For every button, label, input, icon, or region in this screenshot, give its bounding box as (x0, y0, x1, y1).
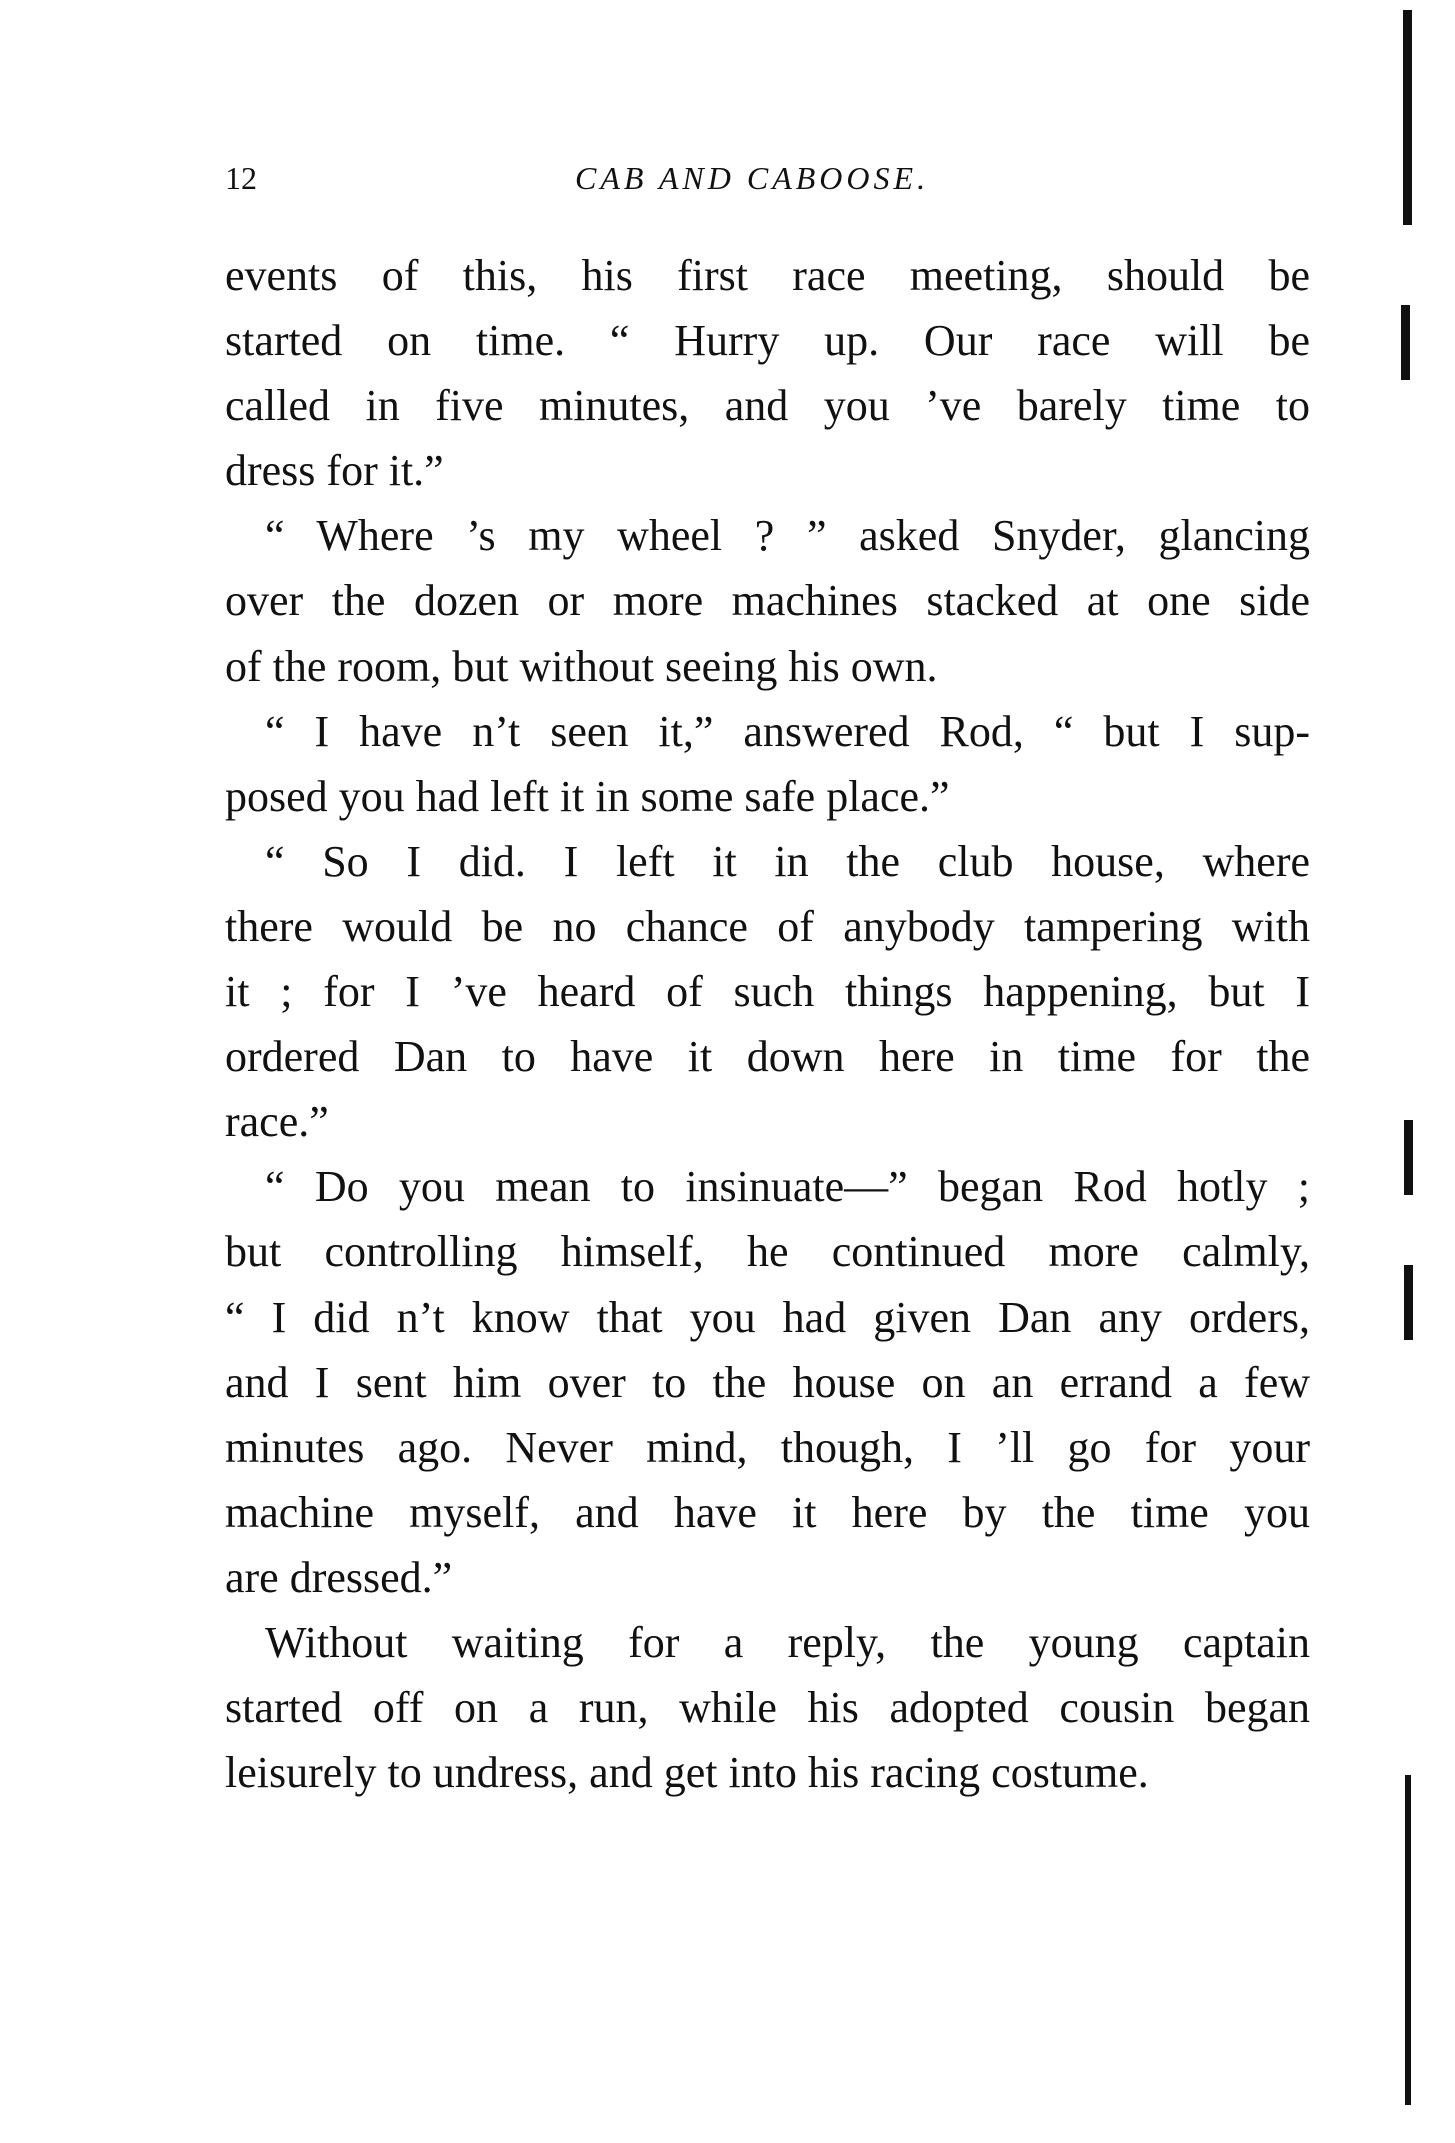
text-line: but controlling himself, he continued more calmly, (225, 1227, 1310, 1277)
scan-edge-mark (1404, 1120, 1413, 1195)
text-line: “ Where ’s my wheel ? ” asked Snyder, glancing (265, 511, 1310, 561)
text-line: machine myself, and have it here by the time you (225, 1487, 1310, 1537)
text-line: started on time. “ Hurry up. Our race will be (225, 316, 1310, 366)
page-body (225, 243, 1310, 1805)
text-line: over the dozen or more machines stacked at one side (225, 576, 1310, 626)
text-line: minutes ago. Never mind, though, I ’ll go for your (225, 1422, 1310, 1472)
scan-edge-mark (1405, 1775, 1411, 2105)
text-line: events of this, his first race meeting, should be (225, 251, 1310, 300)
running-title: CAB AND CABOOSE. (575, 160, 930, 196)
text-line: called in five minutes, and you ’ve barely time to (225, 381, 1310, 431)
text-line: Without waiting for a reply, the young captain (265, 1617, 1310, 1667)
scan-edge-mark (1404, 1265, 1413, 1340)
scan-edge-mark (1401, 305, 1410, 380)
text-line: it ; for I ’ve heard of such things happening, but I (225, 967, 1310, 1017)
text-line: and I sent him over to the house on an errand a few (225, 1357, 1310, 1407)
text-line: dress for it.” (225, 446, 444, 496)
text-line: of the room, but without seeing his own. (225, 641, 938, 691)
text-line: started off on a run, while his adopted cousin began (225, 1683, 1310, 1733)
text-line: “ So I did. I left it in the club house, where (265, 836, 1310, 886)
text-line: there would be no chance of anybody tampering with (225, 901, 1310, 951)
text-line: “ Do you mean to insinuate—” began Rod hotly ; (265, 1162, 1310, 1212)
page-header (225, 160, 1310, 210)
text-line: “ I did n’t know that you had given Dan any orders, (225, 1292, 1310, 1342)
text-line: race.” (225, 1097, 329, 1147)
text-line: leisurely to undress, and get into his racing costume. (225, 1748, 1149, 1798)
text-line: ordered Dan to have it down here in time for the (225, 1032, 1310, 1082)
text-line: posed you had left it in some safe place.” (225, 771, 950, 821)
page-number: 12 (225, 160, 257, 196)
text-line: “ I have n’t seen it,” answered Rod, “ but I sup- (265, 706, 1310, 756)
text-line: are dressed.” (225, 1552, 453, 1602)
scan-edge-mark (1403, 10, 1412, 225)
